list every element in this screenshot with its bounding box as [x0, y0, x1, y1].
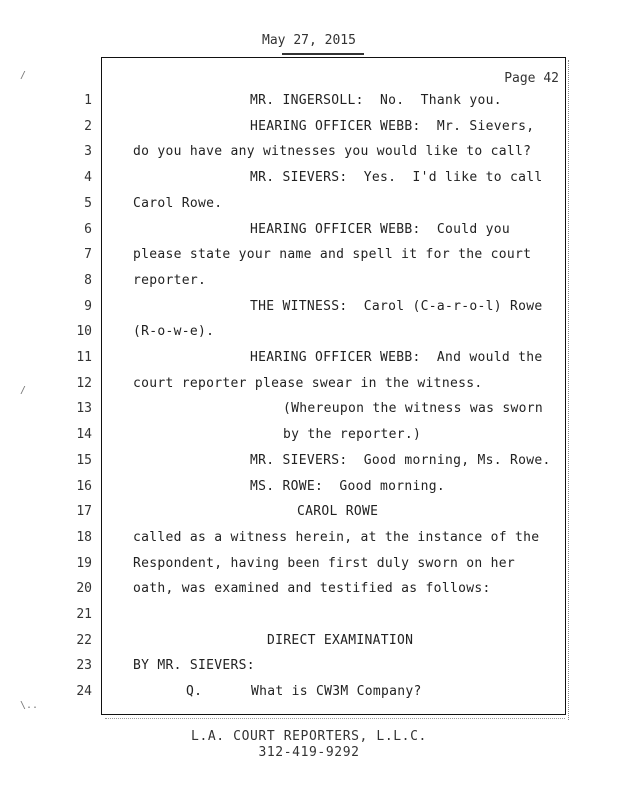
transcript-date: May 27, 2015: [262, 33, 356, 48]
scan-speck: /: [20, 70, 27, 81]
line-number: 20: [76, 581, 92, 596]
line-number: 6: [84, 222, 92, 237]
line-number: 7: [84, 247, 92, 262]
line-number: 9: [84, 299, 92, 314]
line-number: 16: [76, 479, 92, 494]
line-text: court reporter please swear in the witness.: [133, 376, 483, 391]
line-number: 1: [84, 93, 92, 108]
line-number: 24: [76, 684, 92, 699]
scan-speck: \..: [20, 700, 39, 711]
line-number: 3: [84, 144, 92, 159]
line-number: 17: [76, 504, 92, 519]
line-text: Carol Rowe.: [133, 196, 223, 211]
line-number: 21: [76, 607, 92, 622]
line-text: MS. ROWE: Good morning.: [250, 479, 446, 494]
line-number: 23: [76, 658, 92, 673]
line-number: 22: [76, 633, 92, 648]
line-number: 8: [84, 273, 92, 288]
line-text: MR. SIEVERS: Yes. I'd like to call: [250, 170, 543, 185]
line-text: HEARING OFFICER WEBB: And would the: [250, 350, 543, 365]
line-text: MR. SIEVERS: Good morning, Ms. Rowe.: [250, 453, 551, 468]
line-text: Respondent, having been first duly sworn on her: [133, 556, 515, 571]
line-text: Q. What is CW3M Company?: [186, 684, 422, 699]
line-text: BY MR. SIEVERS:: [133, 658, 255, 673]
line-text: please state your name and spell it for the court: [133, 247, 532, 262]
line-text: do you have any witnesses you would like to call?: [133, 144, 532, 159]
line-number: 19: [76, 556, 92, 571]
line-text: DIRECT EXAMINATION: [267, 633, 414, 648]
line-number: 2: [84, 119, 92, 134]
line-text: MR. INGERSOLL: No. Thank you.: [250, 93, 502, 108]
footer-phone: 312-419-9292: [258, 745, 360, 760]
line-text: HEARING OFFICER WEBB: Mr. Sievers,: [250, 119, 535, 134]
header-rule: [282, 53, 364, 55]
line-number: 4: [84, 170, 92, 185]
line-text: HEARING OFFICER WEBB: Could you: [250, 222, 511, 237]
line-text: oath, was examined and testified as follows:: [133, 581, 491, 596]
line-number: 11: [76, 350, 92, 365]
line-number: 10: [76, 324, 92, 339]
line-text: THE WITNESS: Carol (C-a-r-o-l) Rowe: [250, 299, 543, 314]
line-text: CAROL ROWE: [297, 504, 379, 519]
line-text: reporter.: [133, 273, 207, 288]
line-text: (R-o-w-e).: [133, 324, 215, 339]
line-text: (Whereupon the witness was sworn: [283, 401, 544, 416]
line-number: 15: [76, 453, 92, 468]
footer-company: L.A. COURT REPORTERS, L.L.C.: [191, 729, 427, 744]
page-number: Page 42: [504, 71, 559, 86]
line-number: 18: [76, 530, 92, 545]
line-number: 12: [76, 376, 92, 391]
line-number: 5: [84, 196, 92, 211]
line-number: 14: [76, 427, 92, 442]
scan-speck: /: [20, 385, 27, 396]
line-text: by the reporter.): [283, 427, 422, 442]
line-text: called as a witness herein, at the instance of the: [133, 530, 540, 545]
line-number: 13: [76, 401, 92, 416]
bottom-dotted-rule: [105, 718, 565, 720]
